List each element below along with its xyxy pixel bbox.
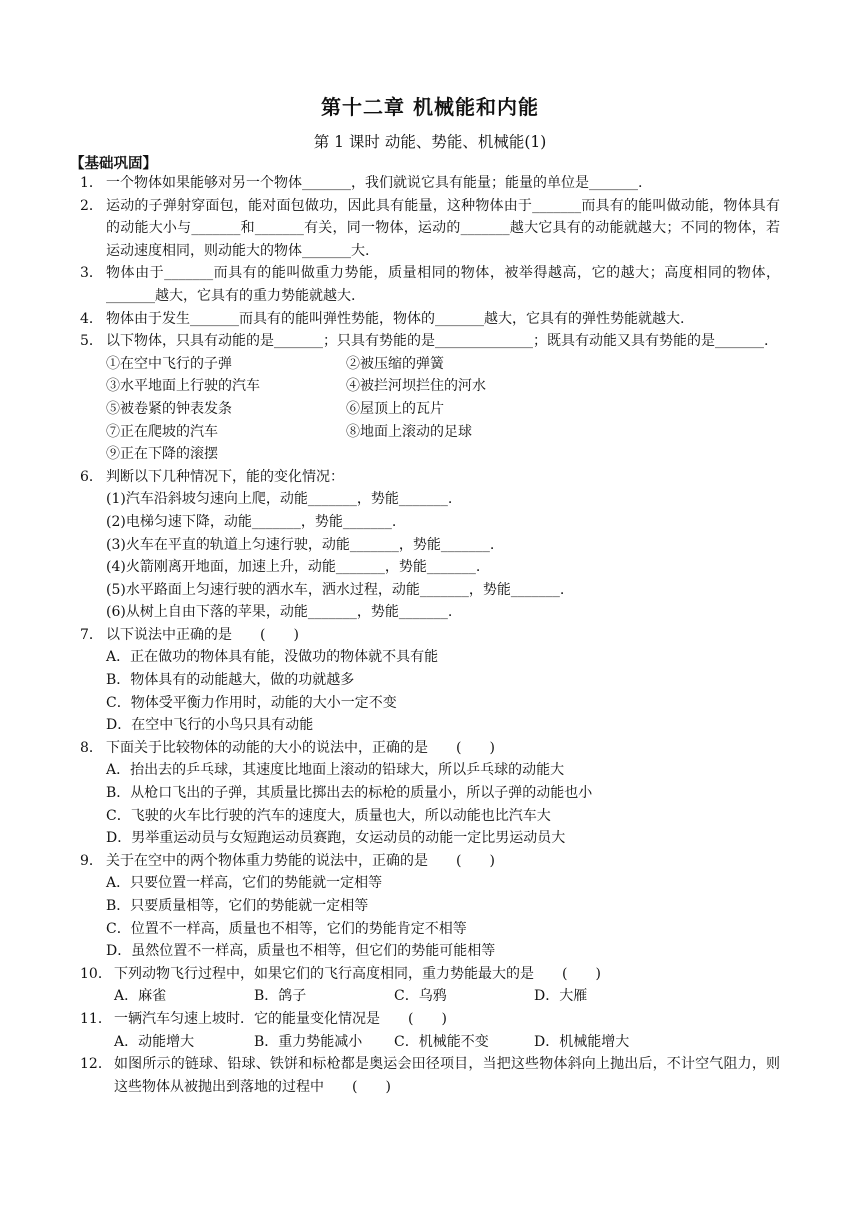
question-number: 4．	[80, 310, 103, 327]
list-item: ⑧地面上滚动的足球	[346, 423, 472, 440]
question-text: 关于在空中的两个物体重力势能的说法中，正确的是 ( )	[106, 852, 495, 869]
question-6	[80, 466, 780, 489]
option-c: C．飞驶的火车比行驶的汽车的速度大，质量也大，所以动能也比汽车大	[106, 807, 551, 824]
option-b: B．重力势能减小	[254, 1033, 363, 1050]
option-b: B．鸽子	[254, 988, 307, 1005]
sub-question: (1)汽车沿斜坡匀速向上爬，动能_______，势能_______.	[106, 491, 453, 508]
sub-question: (2)电梯匀速下降，动能_______，势能_______.	[106, 513, 397, 530]
option-a: A．抬出去的乒乓球，其速度比地面上滚动的铅球大，所以乒乓球的动能大	[106, 762, 565, 779]
question-5-items	[80, 353, 780, 466]
question-8	[80, 737, 780, 760]
question-text: 一辆汽车匀速上坡时．它的能量变化情况是 ( )	[114, 1010, 447, 1027]
question-number: 10．	[80, 965, 112, 982]
option-a: A．正在做功的物体具有能，没做功的物体就不具有能	[106, 649, 439, 666]
question-number: 11．	[80, 1010, 112, 1027]
question-10-options	[80, 985, 780, 1008]
option-c: C．物体受平衡力作用时，动能的大小一定不变	[106, 694, 397, 711]
question-7	[80, 624, 780, 647]
question-text: 运动的子弹射穿面包，能对面包做功，因此具有能量，这种物体由于_______而具有的能叫做动能，物体具有的动能大小与_______和_______有关，同一物体，运动的_______越大它具有的动能就越大；不同的物体，若运动速度相同，则动能大的物体_______大.	[106, 197, 780, 259]
question-number: 2．	[80, 197, 103, 214]
sub-question: (5)水平路面上匀速行驶的洒水车，洒水过程，动能_______，势能_______.	[106, 581, 565, 598]
lesson-subtitle: 第 1 课时 动能、势能、机械能(1)	[313, 133, 547, 151]
question-number: 6．	[80, 468, 103, 485]
option-d: D．男举重运动员与女短跑运动员赛跑，女运动员的动能一定比男运动员大	[106, 830, 566, 847]
option-c: C．乌鸦	[394, 988, 447, 1005]
chapter-title: 第十二章 机械能和内能	[321, 95, 539, 119]
list-item: ⑥屋顶上的瓦片	[346, 400, 444, 417]
list-item: ②被压缩的弹簧	[346, 355, 444, 372]
option-c: C．位置不一样高，质量也不相等，它们的势能肯定不相等	[106, 920, 467, 937]
sub-question: (4)火箭刚离开地面，加速上升，动能_______，势能_______.	[106, 559, 481, 576]
option-b: B．物体具有的动能越大，做的功就越多	[106, 672, 355, 689]
question-5	[80, 330, 780, 353]
question-number: 7．	[80, 626, 103, 643]
question-number: 9．	[80, 852, 103, 869]
sub-question: (3)火车在平直的轨道上匀速行驶，动能_______，势能_______.	[106, 536, 495, 553]
question-list	[80, 172, 780, 1098]
question-text: 判断以下几种情况下，能的变化情况：	[106, 468, 344, 485]
question-text: 以下说法中正确的是 ( )	[106, 626, 299, 643]
question-9	[80, 850, 780, 873]
option-b: B．只要质量相等，它们的势能就一定相等	[106, 898, 369, 914]
question-text: 下列动物飞行过程中，如果它们的飞行高度相同，重力势能最大的是 ( )	[114, 965, 601, 982]
question-10	[80, 963, 780, 986]
question-number: 5．	[80, 333, 103, 350]
question-12	[80, 1053, 780, 1098]
question-number: 1．	[80, 175, 103, 191]
option-a: A．麻雀	[114, 988, 167, 1005]
question-text: 下面关于比较物体的动能的大小的说法中，正确的是 ( )	[106, 739, 495, 756]
list-item: ⑤被卷紧的钟表发条	[106, 400, 232, 417]
question-number: 3．	[80, 265, 103, 282]
question-1	[80, 172, 780, 195]
list-item: ③水平地面上行驶的汽车	[106, 378, 260, 395]
question-text: 物体由于_______而具有的能叫做重力势能，质量相同的物体，被举得越高，它的越大；高度相同的物体，_______越大，它具有的重力势能就越大.	[106, 265, 780, 304]
option-d: D．在空中飞行的小鸟只具有动能	[106, 717, 314, 734]
option-c: C．机械能不变	[394, 1033, 489, 1050]
option-d: D．大雁	[534, 988, 588, 1005]
question-number: 8．	[80, 739, 103, 756]
list-item: ①在空中飞行的子弹	[106, 355, 232, 372]
question-text: 一个物体如果能够对另一个物体_______，我们就说它具有能量；能量的单位是_______.	[106, 175, 643, 191]
question-11-options	[80, 1031, 780, 1054]
sub-question: (6)从树上自由下落的苹果，动能_______，势能_______.	[106, 604, 453, 621]
option-d: D．虽然位置不一样高，质量也不相等，但它们的势能可能相等	[106, 943, 496, 960]
question-4	[80, 308, 780, 331]
question-text: 物体由于发生_______而具有的能叫弹性势能，物体的_______越大，它具有的弹性势能就越大.	[106, 310, 685, 327]
question-text: 以下物体，只具有动能的是_______；只具有势能的是______________；既具有动能又具有势能的是_______.	[106, 333, 769, 350]
option-a: A．只要位置一样高，它们的势能就一定相等	[106, 875, 383, 892]
section-label: 【基础巩固】	[70, 155, 157, 172]
question-number: 12．	[80, 1056, 112, 1073]
option-b: B．从枪口飞出的子弹，其质量比掷出去的标枪的质量小，所以子弹的动能也小	[106, 785, 593, 802]
question-text: 如图所示的链球、铅球、铁饼和标枪都是奥运会田径项目，当把这些物体斜向上抛出后，不计空气阻力，则这些物体从被抛出到落地的过程中 ( )	[114, 1056, 780, 1095]
question-2	[80, 195, 780, 263]
question-3	[80, 262, 780, 307]
list-item: ⑨正在下降的滚摆	[106, 446, 218, 463]
option-a: A．动能增大	[114, 1033, 195, 1050]
list-item: ⑦正在爬坡的汽车	[106, 423, 218, 440]
list-item: ④被拦河坝拦住的河水	[346, 378, 486, 395]
option-d: D．机械能增大	[534, 1033, 630, 1050]
question-11	[80, 1008, 780, 1031]
